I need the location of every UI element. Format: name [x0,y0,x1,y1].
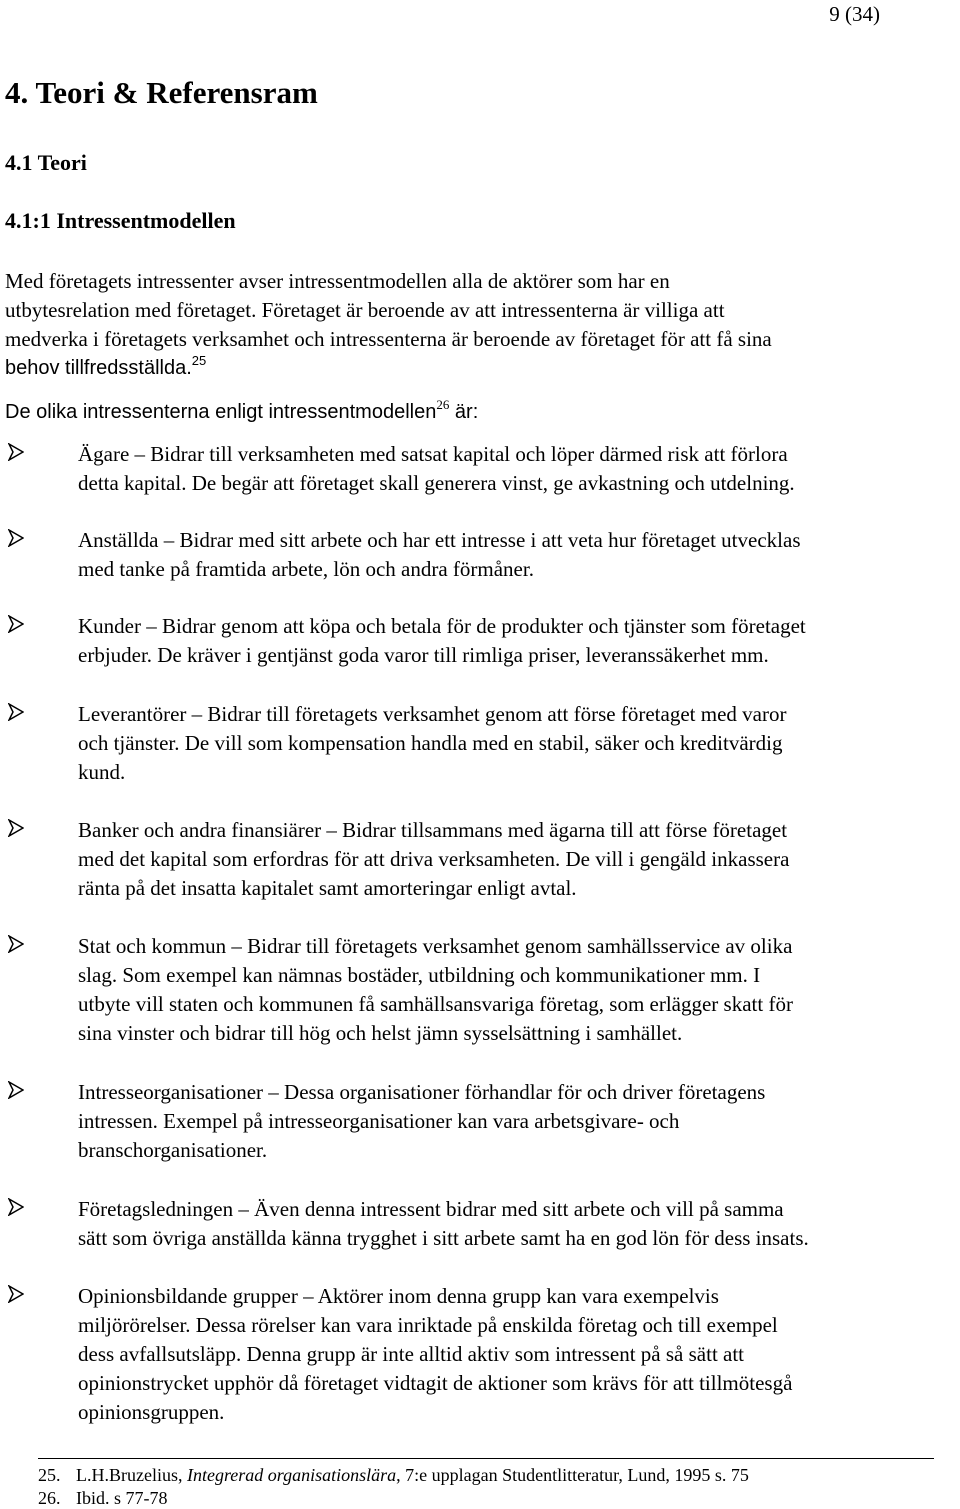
chapter-heading: 4. Teori & Referensram [5,75,318,110]
arrowhead-bullet-icon [8,819,24,837]
stakeholder-text [78,1195,809,1253]
stakeholder-text [78,1078,765,1165]
stakeholder-line: med det kapital som erfordras för att driva verksamheten. De vill i gengäld inkassera [78,847,790,871]
section-heading: 4.1 Teori [5,150,87,175]
stakeholder-line: ränta på det insatta kapitalet samt amorteringar enligt avtal. [78,876,577,900]
stakeholder-line: Företagsledningen – Även denna intressent bidrar med sitt arbete och vill på samma [78,1197,784,1221]
intro-paragraph [5,267,772,383]
intro-line: utbytesrelation med företaget. Företaget är beroende av att intressenterna är villiga att [5,298,725,322]
stakeholder-line: Banker och andra finansiärer – Bidrar tillsammans med ägarna till att förse företaget [78,818,788,842]
stakeholder-line: utbyte vill staten och kommunen få samhällsansvariga företag, som erlägger skatt för [78,992,793,1016]
arrowhead-bullet-icon [8,443,24,461]
stakeholder-text [78,700,786,787]
lead-sentence: De olika intressenterna enligt intressentmodellen$^{26}$ är: [5,397,479,423]
arrowhead-bullet-icon [8,935,24,953]
intro-line: behov tillfredsställda.$^{25}$ [5,353,207,379]
stakeholder-line: Opinionsbildande grupper – Aktörer inom denna grupp kan vara exempelvis [78,1284,719,1308]
stakeholder-line: Kunder – Bidrar genom att köpa och betala för de produkter och tjänster som företaget [78,614,806,638]
stakeholder-line: erbjuder. De kräver i gentjänst goda varor till rimliga priser, leveranssäkerhet mm. [78,643,769,667]
stakeholder-line: sätt som övriga anställda känna trygghet i sitt arbete samt ha en god lön för dess insats. [78,1226,809,1250]
stakeholder-line: dess avfallsutsläpp. Denna grupp är inte alltid aktiv som intressent på så sätt att [78,1342,745,1366]
subsection-heading: 4.1:1 Intressentmodellen [5,208,236,233]
arrowhead-bullet-icon [8,1081,24,1099]
stakeholder-line: Ägare – Bidrar till verksamheten med satsat kapital och löper därmed risk att förlora [78,442,788,466]
page-number: 9 (34) [829,2,880,26]
intro-line: Med företagets intressenter avser intressentmodellen alla de aktörer som har en [5,269,670,293]
arrowhead-bullet-icon [8,529,24,547]
stakeholder-text [78,526,801,584]
arrowhead-bullet-icon [8,1285,24,1303]
arrowhead-bullet-icon [8,703,24,721]
stakeholder-line: kund. [78,760,126,784]
stakeholder-line: Stat och kommun – Bidrar till företagets verksamhet genom samhällsservice av olika [78,934,793,958]
stakeholder-line: Leverantörer – Bidrar till företagets verksamhet genom att förse företaget med varor [78,702,787,726]
stakeholder-line: sina vinster och bidrar till hög och helst jämn sysselsättning i samhället. [78,1021,683,1045]
stakeholder-text [78,932,793,1048]
footnote-ref-26: 26 [436,397,450,412]
stakeholder-text [78,612,806,670]
stakeholder-text [78,440,795,498]
stakeholder-line: miljörörelser. Dessa rörelser kan vara inriktade på enskilda företag och till exempel [78,1313,778,1337]
stakeholder-text [78,1282,792,1427]
intro-line: medverka i företagets verksamhet och intressenterna är beroende av företaget för att få sina [5,327,772,351]
stakeholder-line: och tjänster. De vill som kompensation handla med en stabil, säker och kreditvärdig [78,731,783,755]
stakeholder-line: intressen. Exempel på intresseorganisationer kan vara arbetsgivare- och [78,1109,680,1133]
arrowhead-bullet-icon [8,615,24,633]
footnote: 26. Ibid. s 77-78 [38,1488,168,1508]
arrowhead-bullet-icon [8,1198,24,1216]
stakeholder-line: slag. Som exempel kan nämnas bostäder, utbildning och kommunikationer mm. I [78,963,761,987]
stakeholder-line: branschorganisationer. [78,1138,268,1162]
stakeholder-line: Intresseorganisationer – Dessa organisationer förhandlar för och driver företagens [78,1080,766,1104]
stakeholder-line: detta kapital. De begär att företaget skall generera vinst, ge avkastning och utdelning. [78,471,795,495]
footnote: 25. L.H.Bruzelius, Integrerad organisationslära, 7:e upplagan Studentlitteratur, Lund, 1995 s. 75 [38,1465,749,1485]
stakeholder-text [78,816,789,903]
stakeholder-line: Anställda – Bidrar med sitt arbete och har ett intresse i att veta hur företaget utvecklas [78,528,801,552]
footnote-ref-25: 25 [191,353,207,368]
stakeholder-line: med tanke på framtida arbete, lön och andra förmåner. [78,557,534,581]
footnote-divider [38,1458,934,1459]
stakeholder-line: opinionstrycket upphör då företaget vidtagit de aktioner som krävs för att tillmötesgå [78,1371,793,1395]
stakeholder-line: opinionsgruppen. [78,1400,225,1424]
